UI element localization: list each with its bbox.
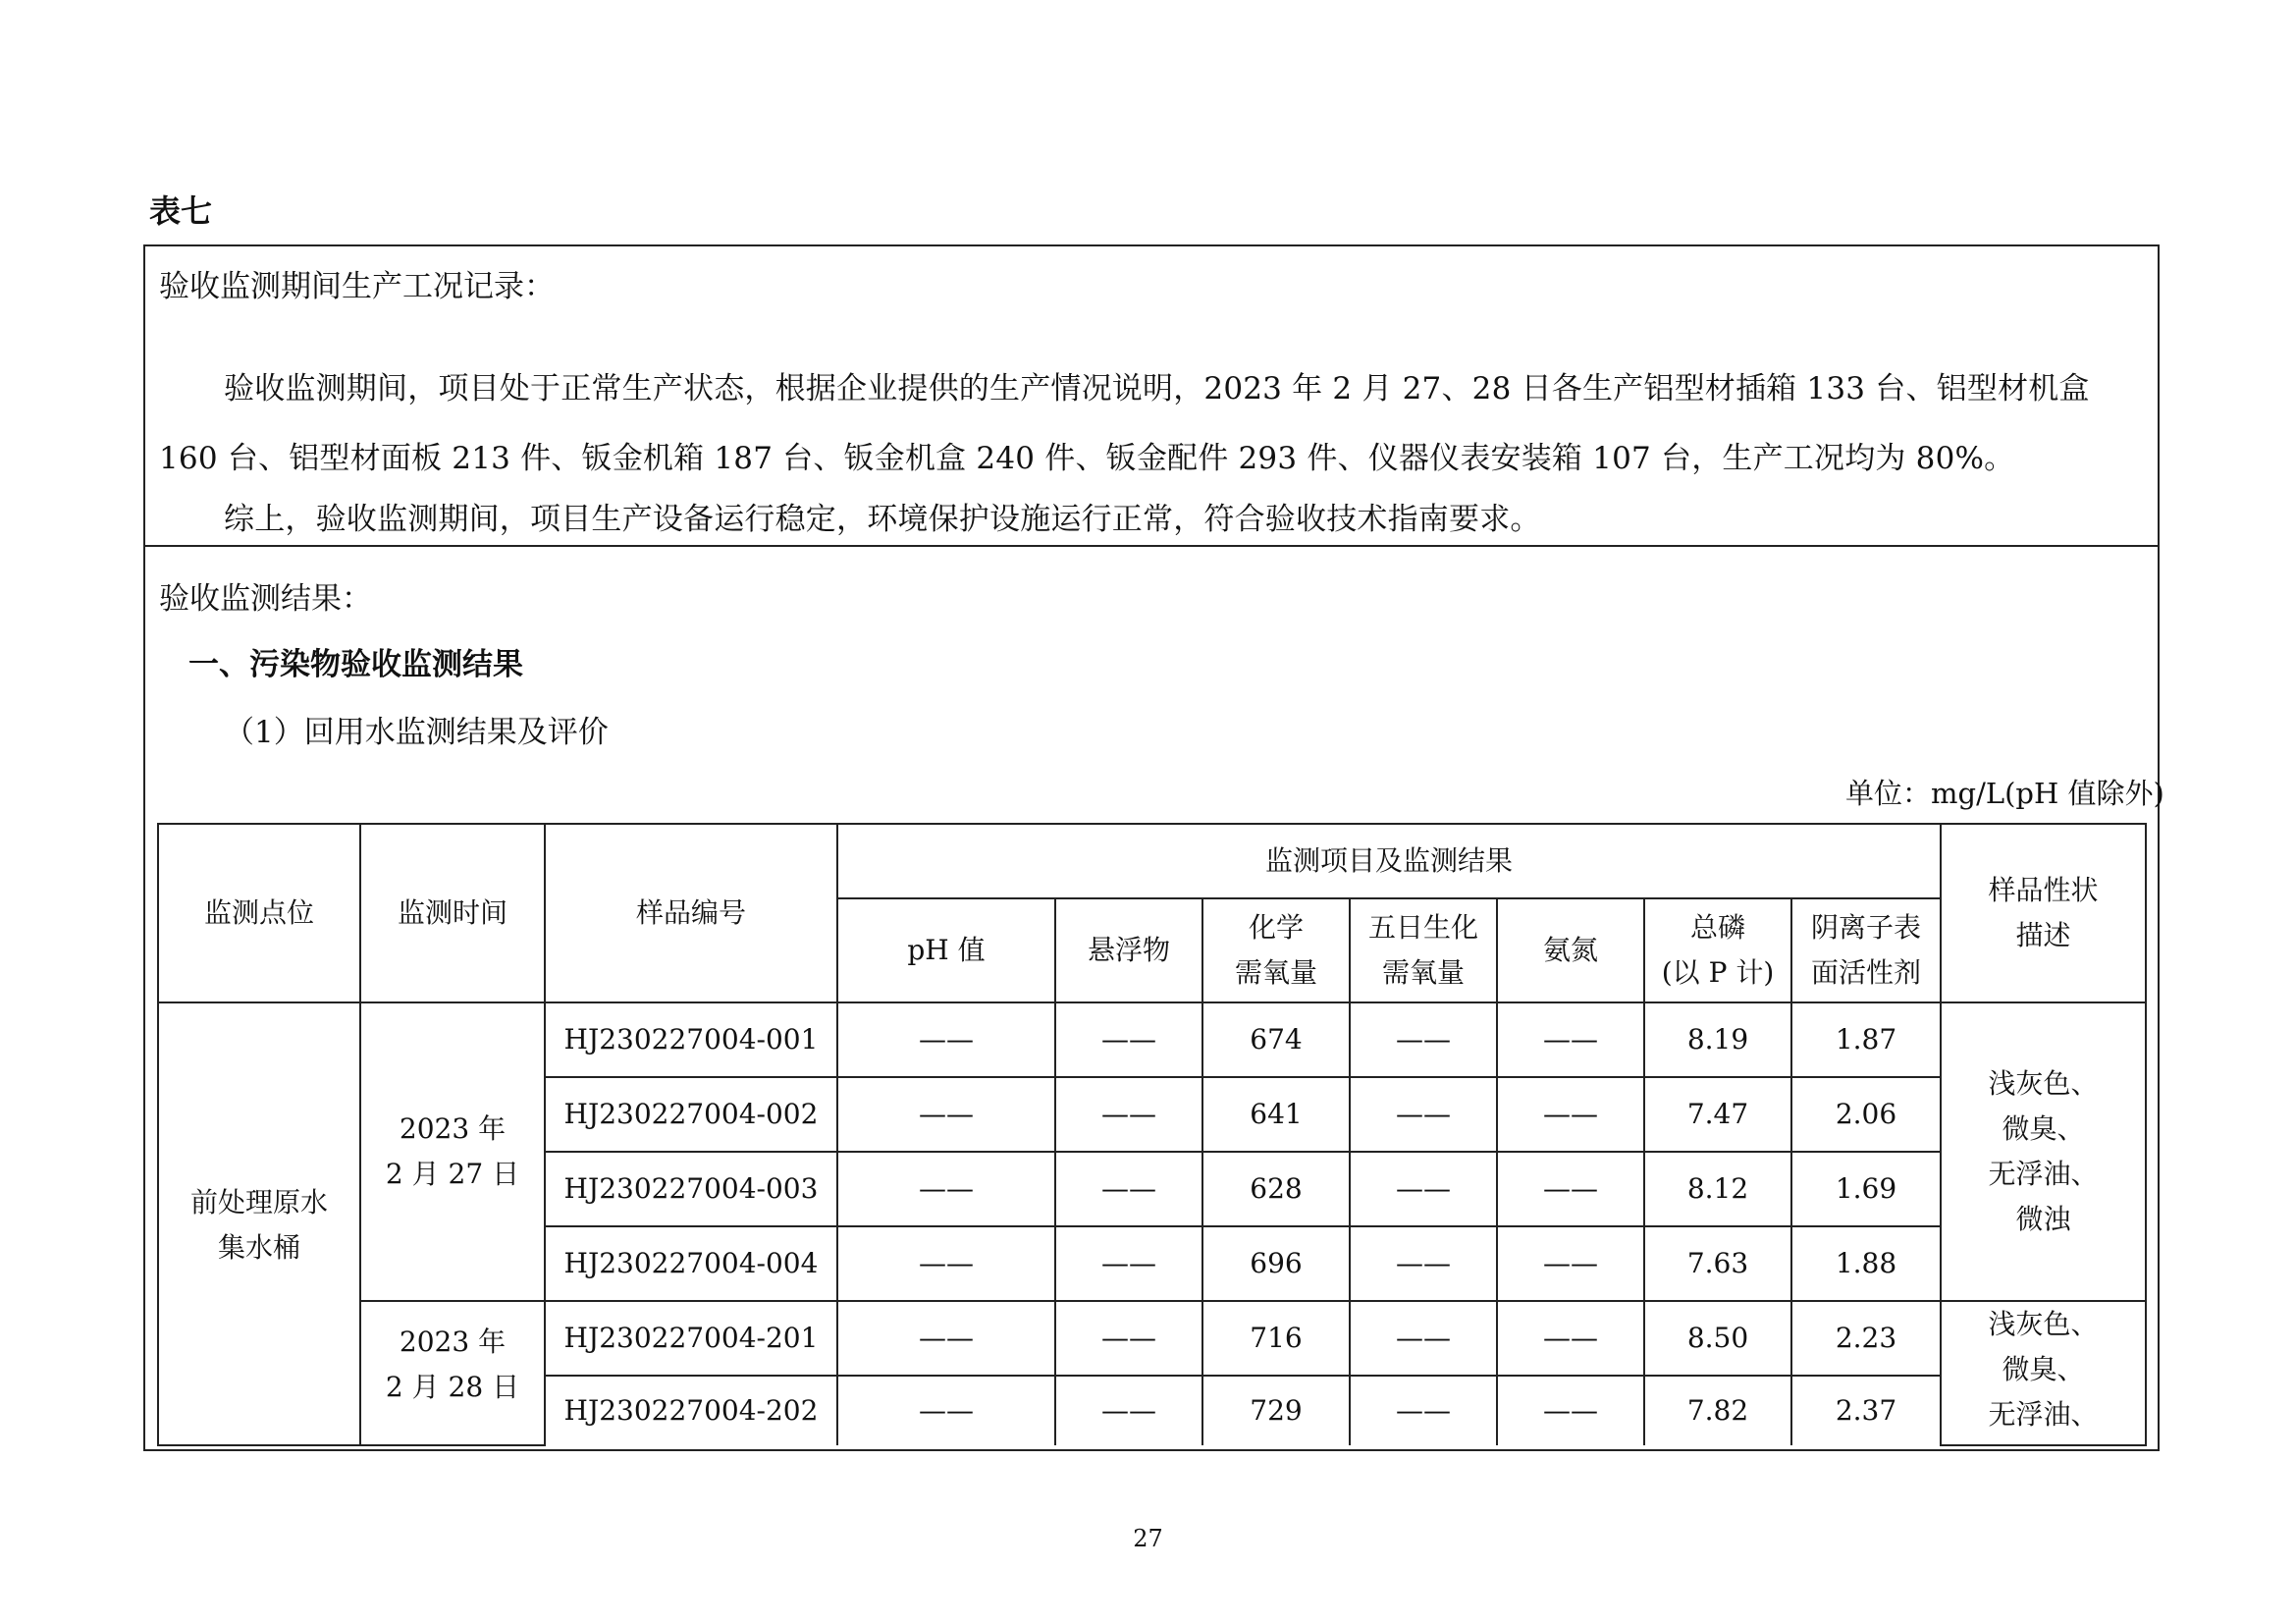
table-row [158,1301,2146,1376]
location-cell [158,1002,360,1445]
header-las [1791,898,1941,1002]
header-cod [1202,898,1350,1002]
nh3-value: —— [1497,1077,1644,1152]
description-2-line3: 无浮油、 [1988,1398,2099,1431]
monitoring-results-table [157,823,2147,1446]
header-description-line1: 样品性状 [1988,874,2099,906]
header-las-line2: 面活性剂 [1811,956,1922,989]
sample-id: HJ230227004-001 [545,1002,837,1077]
production-heading: 验收监测期间生产工况记录： [159,269,555,304]
table-row [158,1002,2146,1077]
tp-value: 7.47 [1644,1077,1791,1152]
bod-value: —— [1350,1077,1497,1152]
subsection-title: （1）回用水监测结果及评价 [224,715,609,750]
las-value: 2.23 [1791,1301,1941,1376]
header-ss: 悬浮物 [1055,898,1202,1002]
header-tp [1644,898,1791,1002]
production-paragraph-line2: 160 台、铝型材面板 213 件、钣金机箱 187 台、钣金机盒 240 件、钣金配件 293 件、仪器仪表安装箱 107 台，生产工况均为 80%。 [159,441,2015,476]
header-tp-line2: (以 P 计) [1661,956,1775,989]
tp-value: 8.12 [1644,1152,1791,1226]
header-cod-line2: 需氧量 [1234,956,1317,989]
cod-value: 641 [1202,1077,1350,1152]
header-bod-line2: 需氧量 [1381,956,1465,989]
section-title: 一、污染物验收监测结果 [188,647,523,682]
sample-id: HJ230227004-202 [545,1376,837,1445]
header-bod-line1: 五日生化 [1367,911,1478,944]
las-value: 1.69 [1791,1152,1941,1226]
sample-id: HJ230227004-201 [545,1301,837,1376]
header-sample-id: 样品编号 [545,824,837,1002]
nh3-value: —— [1497,1376,1644,1445]
header-nh3: 氨氮 [1497,898,1644,1002]
cod-value: 696 [1202,1226,1350,1301]
header-ph: pH 值 [837,898,1055,1002]
nh3-value: —— [1497,1301,1644,1376]
header-time: 监测时间 [360,824,545,1002]
production-summary: 综上，验收监测期间，项目生产设备运行稳定，环境保护设施运行正常，符合验收技术指南要求。 [224,502,1541,537]
header-cod-line1: 化学 [1248,911,1304,944]
results-heading: 验收监测结果： [159,581,372,617]
page-number: 27 [1133,1525,1163,1552]
description-2-line1: 浅灰色、 [1988,1308,2099,1340]
header-group: 监测项目及监测结果 [837,824,1941,898]
tp-value: 7.82 [1644,1376,1791,1445]
date-1-line2: 2 月 27 日 [385,1158,520,1190]
unit-note: 单位：mg/L(pH 值除外) [1845,777,2164,810]
tp-value: 7.63 [1644,1226,1791,1301]
header-row-1 [158,824,2146,898]
ss-value: —— [1055,1002,1202,1077]
tp-value: 8.50 [1644,1301,1791,1376]
cod-value: 674 [1202,1002,1350,1077]
date-2-line2: 2 月 28 日 [385,1371,520,1403]
header-location: 监测点位 [158,824,360,1002]
ph-value: —— [837,1301,1055,1376]
ph-value: —— [837,1376,1055,1445]
las-value: 2.37 [1791,1376,1941,1445]
bod-value: —— [1350,1226,1497,1301]
date-cell-2 [360,1301,545,1445]
sample-id: HJ230227004-003 [545,1152,837,1226]
cod-value: 729 [1202,1376,1350,1445]
description-1-line3: 无浮油、 [1988,1158,2099,1190]
ss-value: —— [1055,1301,1202,1376]
cod-value: 716 [1202,1301,1350,1376]
date-1-line1: 2023 年 [399,1112,507,1145]
date-2-line1: 2023 年 [399,1326,507,1358]
location-line1: 前处理原水 [189,1186,328,1218]
production-paragraph-line1: 验收监测期间，项目处于正常生产状态，根据企业提供的生产情况说明，2023 年 2 月 27、28 日各生产铝型材插箱 133 台、铝型材机盒 [224,371,2090,406]
description-cell-2 [1941,1301,2146,1445]
table-title: 表七 [149,192,213,230]
bod-value: —— [1350,1152,1497,1226]
nh3-value: —— [1497,1152,1644,1226]
date-cell-1 [360,1002,545,1301]
header-las-line1: 阴离子表 [1811,911,1922,944]
las-value: 2.06 [1791,1077,1941,1152]
ss-value: —— [1055,1077,1202,1152]
header-description-line2: 描述 [2015,919,2071,951]
ss-value: —— [1055,1376,1202,1445]
ph-value: —— [837,1226,1055,1301]
las-value: 1.88 [1791,1226,1941,1301]
description-1-line1: 浅灰色、 [1988,1067,2099,1100]
section-divider [143,545,2160,547]
ss-value: —— [1055,1226,1202,1301]
location-line2: 集水桶 [217,1231,300,1264]
ph-value: —— [837,1077,1055,1152]
ph-value: —— [837,1152,1055,1226]
bod-value: —— [1350,1301,1497,1376]
ph-value: —— [837,1002,1055,1077]
sample-id: HJ230227004-004 [545,1226,837,1301]
las-value: 1.87 [1791,1002,1941,1077]
bod-value: —— [1350,1376,1497,1445]
cod-value: 628 [1202,1152,1350,1226]
description-cell-1 [1941,1002,2146,1301]
description-1-line4: 微浊 [2015,1203,2071,1235]
bod-value: —— [1350,1002,1497,1077]
header-bod [1350,898,1497,1002]
description-1-line2: 微臭、 [2002,1112,2085,1145]
ss-value: —— [1055,1152,1202,1226]
header-description [1941,824,2146,1002]
tp-value: 8.19 [1644,1002,1791,1077]
sample-id: HJ230227004-002 [545,1077,837,1152]
header-tp-line1: 总磷 [1689,911,1745,944]
nh3-value: —— [1497,1002,1644,1077]
description-2-line2: 微臭、 [2002,1353,2085,1385]
nh3-value: —— [1497,1226,1644,1301]
